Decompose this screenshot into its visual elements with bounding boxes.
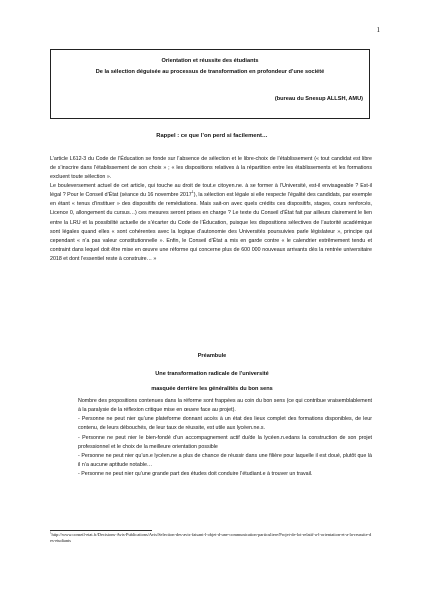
preambule-subtitle-1: Une transformation radicale de l’université [155, 371, 269, 377]
header-box [50, 49, 370, 119]
paragraph-bon-sens: Nombre des propositions contenues dans la réforme sont frappées au coin du bon sens (ce qui contribue vraisemblablement à la paralysie de la réflexion critique mise en œuvre face au projet). - Personne ne peut nier qu’une plateforme donnant accès à un état des lieux complet des formations disponibles, de leur contenu, de leurs débouchés, de leur taux de réussite, est utile aux lycéen.ne.s. - Personne ne peut nier le bien-fondé d’un accompagnement actif du/de la lycéen.n.edans la construction de son projet professionnel et le choix de la meilleure orientation possible - Personne ne peut nier qu’un.e lycéen.ne a plus de chance de réussir dans une filière pour laquelle il est doué, plutôt que là il n’a aucune aptitude notable… - Personne ne peut nier qu’une grande part des études doit conduire l’étudiant.e à trouver un travail. [78, 398, 372, 478]
paragraph-article-l612-3 [50, 155, 372, 264]
footnote [50, 532, 372, 545]
rappel-heading: Rappel : ce que l’on perd si facilement… [156, 133, 268, 139]
header-title: Orientation et réussite des étudiants [161, 58, 259, 64]
footnote-reference[interactable]: 1 [191, 190, 194, 195]
preambule-heading: Préambule [197, 353, 227, 359]
footnote-number: 1 [50, 530, 52, 535]
paragraph-text-before: L’article L612-3 du Code de l’Éducation se fonde sur l’absence de sélection et le libre-choix de l’établissement (« tout candidat est libre de s’inscrire dans l’établissement de son choix » ; « les dispositions relatives à la répartition entre les établissements et les formations excluent toute sélection ». Le bouleversement actuel de cet article, qui touche au droit de tout.e citoyen.ne. à se former à l’Université, est-il envisageable ? Est-il légal ? Pour le Conseil d’État (séance du 16 novembre 2017 [50, 156, 372, 199]
header-author: (bureau du Snesup ALLSH, AMU) [274, 96, 363, 102]
page-number: 1 [376, 26, 380, 34]
paragraph-text-after: ), la sélection est légale si elle respecte l’égalité des candidats, par exemple en étant « tenus d’instituer » des dispositifs de remédiations. Mais sait-on avec quels crédits ces dispositifs, stages, cours renforcés, Licence 0, allongement du cursus…) ces mesures seront prises en charge ? Le texte du Conseil d’État fait par ailleurs clairement le lien entre la LRU et la possibilité actuelle de s’écarter du Code de l’Éducation, puisque les dispositions sélectives de l’autorité académique sont légales quand elles « sont cohérentes avec la logique d’autonomie des Universités poursuivies parle législateur », principe qui cependant « n’a pas valeur constitutionnelle ». Enfin, le Conseil d’État a mis en garde contre « le calendrier extrêmement tendu et contraint dans lequel doit être mise en œuvre une réforme qui concerne plus de 600 000 nouveaux arrivants dès la rentrée universitaire 2018 et dont l’essentiel reste à construire… » [50, 192, 372, 262]
preambule-subtitle-2: masquée derrière les généralités du bon sens [151, 386, 273, 392]
footnote-divider [50, 530, 152, 531]
footnote-link[interactable]: http://www.conseil-etat.fr/Decisions-Avis-Publications/Avis/Selection-des-avis-faisant-l-objet-d-une-communication-particuliere/Projet-de-loi-relatif-a-l-orientation-et-a-la-reussite-des-etudiants [50, 532, 372, 544]
header-subtitle: De la sélection déguisée au processus de transformation en profondeur d’une société [95, 69, 325, 75]
